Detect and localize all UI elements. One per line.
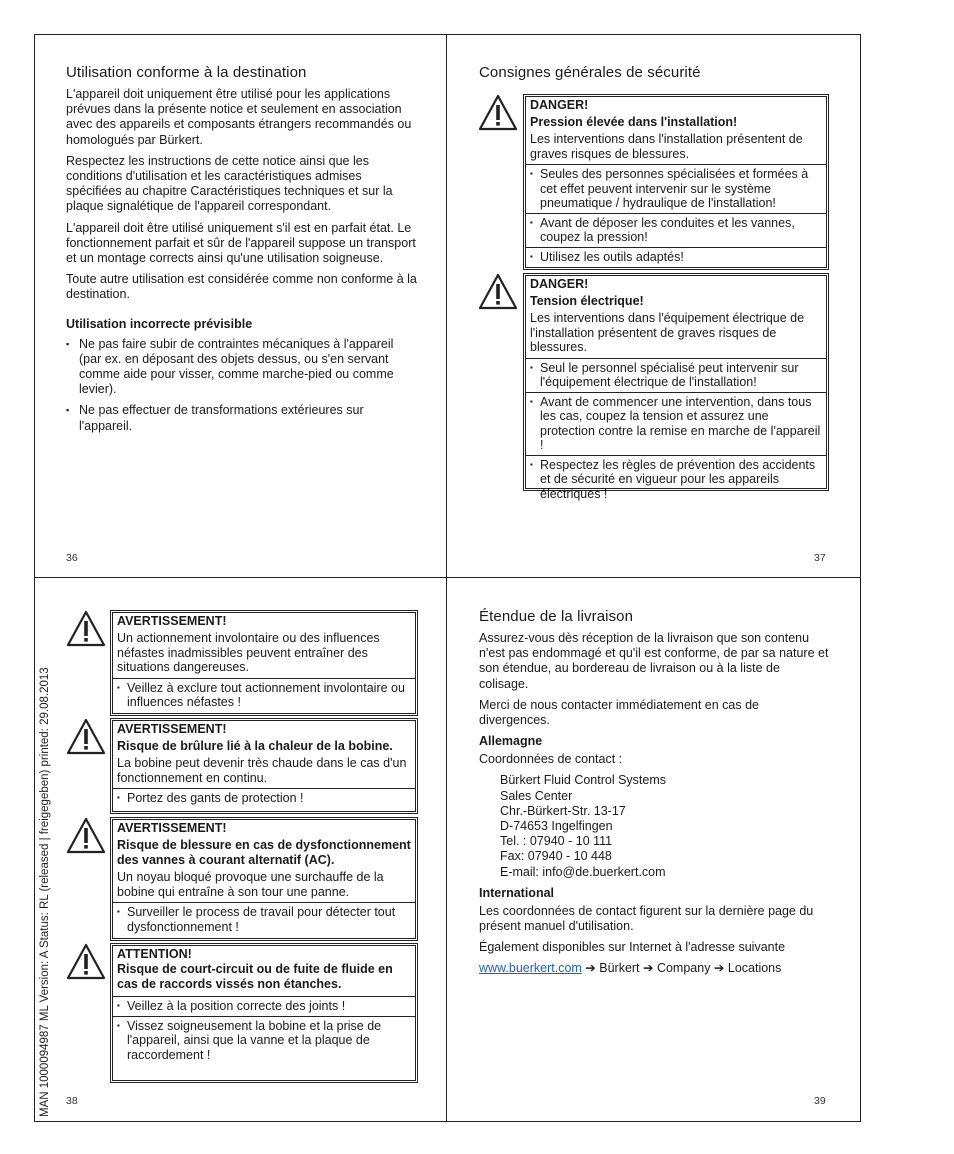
navigation-path: ➔ Bürkert ➔ Company ➔ Locations xyxy=(585,961,782,976)
address-line: Fax: 07940 - 10 448 xyxy=(500,849,612,864)
page-number: 39 xyxy=(814,1095,826,1107)
subsection-title: Allemagne xyxy=(479,734,543,749)
hazard-title: Tension électrique! xyxy=(530,294,644,308)
hazard-title: Risque de brûlure lié à la chaleur de la bobine. xyxy=(117,739,393,753)
signal-word: AVERTISSEMENT! xyxy=(117,821,227,835)
hazard-text: Les interventions dans l'équipement électrique de l'installation présentent de graves risques de blessures. xyxy=(530,311,805,354)
signal-word: AVERTISSEMENT! xyxy=(117,614,227,628)
section-title: Consignes générales de sécurité xyxy=(479,64,701,81)
address-line: Chr.-Bürkert-Str. 13-17 xyxy=(500,803,626,818)
misuse-list xyxy=(66,337,418,434)
notice-item: ▪ Portez des gants de protection ! xyxy=(113,788,415,808)
address-line: D-74653 Ingelfingen xyxy=(500,819,613,834)
hazard-title: Risque de blessure en cas de dysfonctionnement des vannes à courant alternatif (AC). xyxy=(117,838,411,867)
notice-item: ▪ Surveiller le process de travail pour détecter tout dysfonctionnement ! xyxy=(113,902,415,936)
paragraph: Également disponibles sur Internet à l'adresse suivante xyxy=(479,940,786,955)
warning-triangle-icon xyxy=(66,943,106,981)
page-number: 37 xyxy=(814,552,826,564)
warning-triangle-icon xyxy=(66,718,106,756)
section-title: Utilisation conforme à la destination xyxy=(66,64,307,81)
notice-item: ▪ Avant de déposer les conduites et les vannes, coupez la pression! xyxy=(526,213,826,247)
notice-item: ▪ Seules des personnes spécialisées et formées à cet effet peuvent intervenir sur le système pneumatique / hydraulique de l'installation! xyxy=(526,164,826,213)
subsection-title: Utilisation incorrecte prévisible xyxy=(66,316,253,331)
address-line: Tel. : 07940 - 10 111 xyxy=(500,834,613,849)
page-number: 38 xyxy=(66,1095,78,1107)
notice-item: ▪ Utilisez les outils adaptés! xyxy=(526,247,826,267)
warning-triangle-icon xyxy=(66,817,106,855)
paragraph: L'appareil doit uniquement être utilisé pour les applications prévues dans la présente notice et seulement en association avec des appareils et composants étrangers recommandés ou homologués par Bürkert. xyxy=(66,87,412,147)
signal-word: DANGER! xyxy=(530,277,589,291)
address-line: Bürkert Fluid Control Systems xyxy=(500,773,667,788)
signal-word: DANGER! xyxy=(530,98,589,112)
list-item: ▪ Ne pas faire subir de contraintes mécaniques à l'appareil (par ex. en déposant des objets dessus, ou s'en servant comme aide pour visser, comme marche-pied ou comme levier). xyxy=(66,337,418,398)
page-36 xyxy=(66,64,418,440)
hazard-title: Pression élevée dans l'installation! xyxy=(530,115,738,129)
paragraph: Merci de nous contacter immédiatement en cas de divergences. xyxy=(479,697,759,728)
hazard-text: Les interventions dans l'installation présentent de graves risques de blessures. xyxy=(530,132,803,161)
notice-item: ▪ Seul le personnel spécialisé peut intervenir sur l'équipement électrique de l'installation! xyxy=(526,358,826,392)
paragraph: L'appareil doit être utilisé uniquement s'il est en parfait état. Le fonctionnement parfait et sûr de l'appareil suppose un transport et un montage corrects ainsi qu'une utilisation soigneuse. xyxy=(66,220,416,266)
hazard-text: Un actionnement involontaire ou des influences néfastes inadmissibles peuvent entraîner des situations dangereuses. xyxy=(117,631,380,674)
notice-item: ▪ Vissez soigneusement la bobine et la prise de l'appareil, ainsi que la vanne et la plaque de raccordement ! xyxy=(113,1016,415,1065)
website-link[interactable]: www.buerkert.com xyxy=(479,961,582,976)
print-status-line: MAN 1000094987 ML Version: A Status: RL (released | freigegeben) printed: 29.08.2013 xyxy=(39,667,51,1117)
hazard-text: Un noyau bloqué provoque une surchauffe de la bobine qui entraîne à son tour une panne. xyxy=(117,870,384,899)
address-line: E-mail: info@de.buerkert.com xyxy=(500,864,666,879)
link-line xyxy=(479,961,831,976)
warning-triangle-icon xyxy=(478,94,518,132)
signal-word: ATTENTION! xyxy=(117,947,192,961)
contact-label: Coordonnées de contact : xyxy=(479,752,623,767)
paragraph: Les coordonnées de contact figurent sur la dernière page du présent manuel d'utilisation. xyxy=(479,903,814,934)
subsection-title: International xyxy=(479,885,555,900)
address-line: Sales Center xyxy=(500,788,573,803)
notice-item: ▪ Veillez à la position correcte des joints ! xyxy=(113,996,415,1016)
paragraph: Toute autre utilisation est considérée comme non conforme à la destination. xyxy=(66,272,417,302)
page-number: 36 xyxy=(66,552,78,564)
hazard-text: La bobine peut devenir très chaude dans le cas d'un fonctionnement en continu. xyxy=(117,756,407,785)
paragraph: Assurez-vous dès réception de la livraison que son contenu n'est pas endommagé et qu'il est conforme, de par sa nature et son étendue, au bordereau de livraison ou à la liste de colisage. xyxy=(479,631,829,691)
page-37 xyxy=(479,64,829,87)
notice-item: ▪ Avant de commencer une intervention, dans tous les cas, coupez la tension et assurez une protection contre la remise en marche de l'appareil ! xyxy=(526,392,826,455)
section-title: Étendue de la livraison xyxy=(479,608,634,625)
warning-triangle-icon xyxy=(478,273,518,311)
warning-triangle-icon xyxy=(66,610,106,648)
paragraph: Respectez les instructions de cette notice ainsi que les conditions d'utilisation et les caractéristiques admises spécifiées au chapitre Caractéristiques techniques et sur la plaque signalétique de l'appareil correspondant. xyxy=(66,153,393,214)
address-block xyxy=(479,773,831,879)
horizontal-divider xyxy=(35,577,860,578)
page-39 xyxy=(479,608,831,983)
notice-item: ▪ Respectez les règles de prévention des accidents et de sécurité en vigueur pour les appareils électriques ! xyxy=(526,455,826,504)
signal-word: AVERTISSEMENT! xyxy=(117,722,227,736)
vertical-divider xyxy=(446,35,447,1121)
hazard-title: Risque de court-circuit ou de fuite de fluide en cas de raccords vissés non étanches. xyxy=(117,962,393,991)
notice-item: ▪ Veillez à exclure tout actionnement involontaire ou influences néfastes ! xyxy=(113,678,415,712)
list-item: ▪ Ne pas effectuer de transformations extérieures sur l'appareil. xyxy=(66,403,418,433)
